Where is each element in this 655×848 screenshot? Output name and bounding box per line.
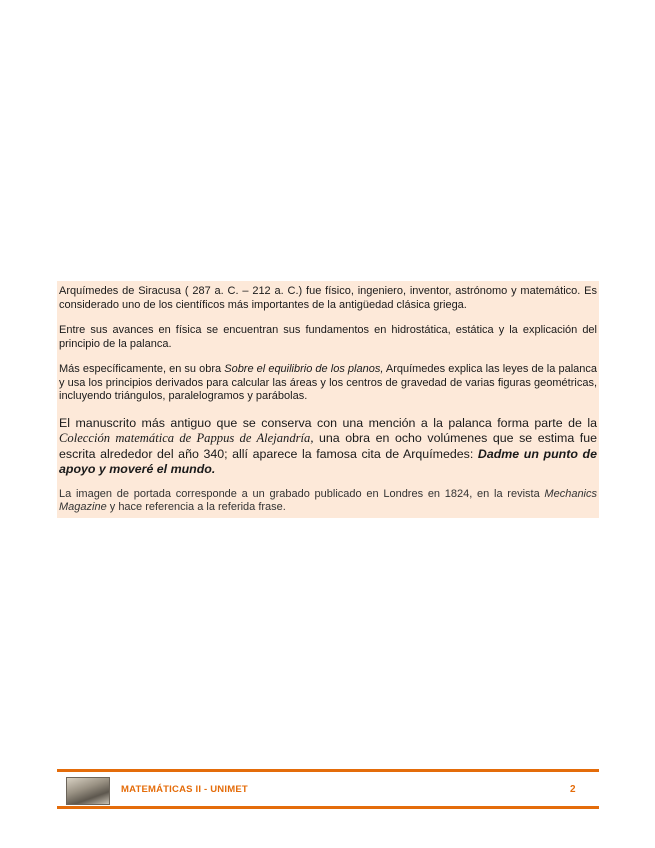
paragraph-cover-image-text-a: La imagen de portada corresponde a un grabado publicado en Londres en 1824, en la revista <box>59 487 545 500</box>
paragraph-manuscript <box>57 416 599 478</box>
footer-title: MATEMÁTICAS II - UNIMET <box>121 784 248 795</box>
footer-top-rule <box>57 769 599 772</box>
content-box <box>57 281 599 518</box>
paragraph-intro <box>57 285 599 312</box>
paragraph-manuscript-text-a: El manuscrito más antiguo que se conserva con una mención a la palanca forma parte de la <box>59 415 597 430</box>
paragraph-lever-laws-text-a: Más específicamente, en su obra <box>59 363 225 375</box>
paragraph-physics <box>57 324 599 351</box>
paragraph-cover-image <box>57 488 599 515</box>
magazine-title: Mechanics Magazine <box>59 487 597 513</box>
engraving-thumbnail-icon <box>66 777 110 805</box>
footer-bottom-rule <box>57 806 599 809</box>
paragraph-lever-laws-text-b: Arquímedes explica las leyes de la palanca y usa los principios derivados para calcular las áreas y los centros de gravedad de varias figuras geométricas, incluyendo triángulos, paralelogramos y parábolas. <box>59 363 597 402</box>
paragraph-physics-text: Entre sus avances en física se encuentran sus fundamentos en hidrostática, estática y la explicación del principio de la palanca. <box>59 324 597 350</box>
work-title: Sobre el equilibrio de los planos, <box>224 363 384 375</box>
page-number: 2 <box>570 784 576 795</box>
collection-title: Colección matemática de Pappus de Alejandría, <box>59 431 314 445</box>
famous-quote: Dadme un punto de apoyo y moveré el mundo. <box>59 446 597 476</box>
paragraph-intro-text: Arquímedes de Siracusa ( 287 a. C. – 212 a. C.) fue físico, ingeniero, inventor, astrónomo y matemático. Es considerado uno de los científicos más importantes de la antigüedad clásica griega. <box>59 285 597 311</box>
paragraph-lever-laws <box>57 363 599 404</box>
paragraph-manuscript-text-b: una obra en ocho volúmenes que se estima fue escrita alrededor del año 340; allí aparece la famosa cita de Arquímedes: <box>59 431 597 461</box>
paragraph-cover-image-text-b: y hace referencia a la referida frase. <box>106 501 286 513</box>
